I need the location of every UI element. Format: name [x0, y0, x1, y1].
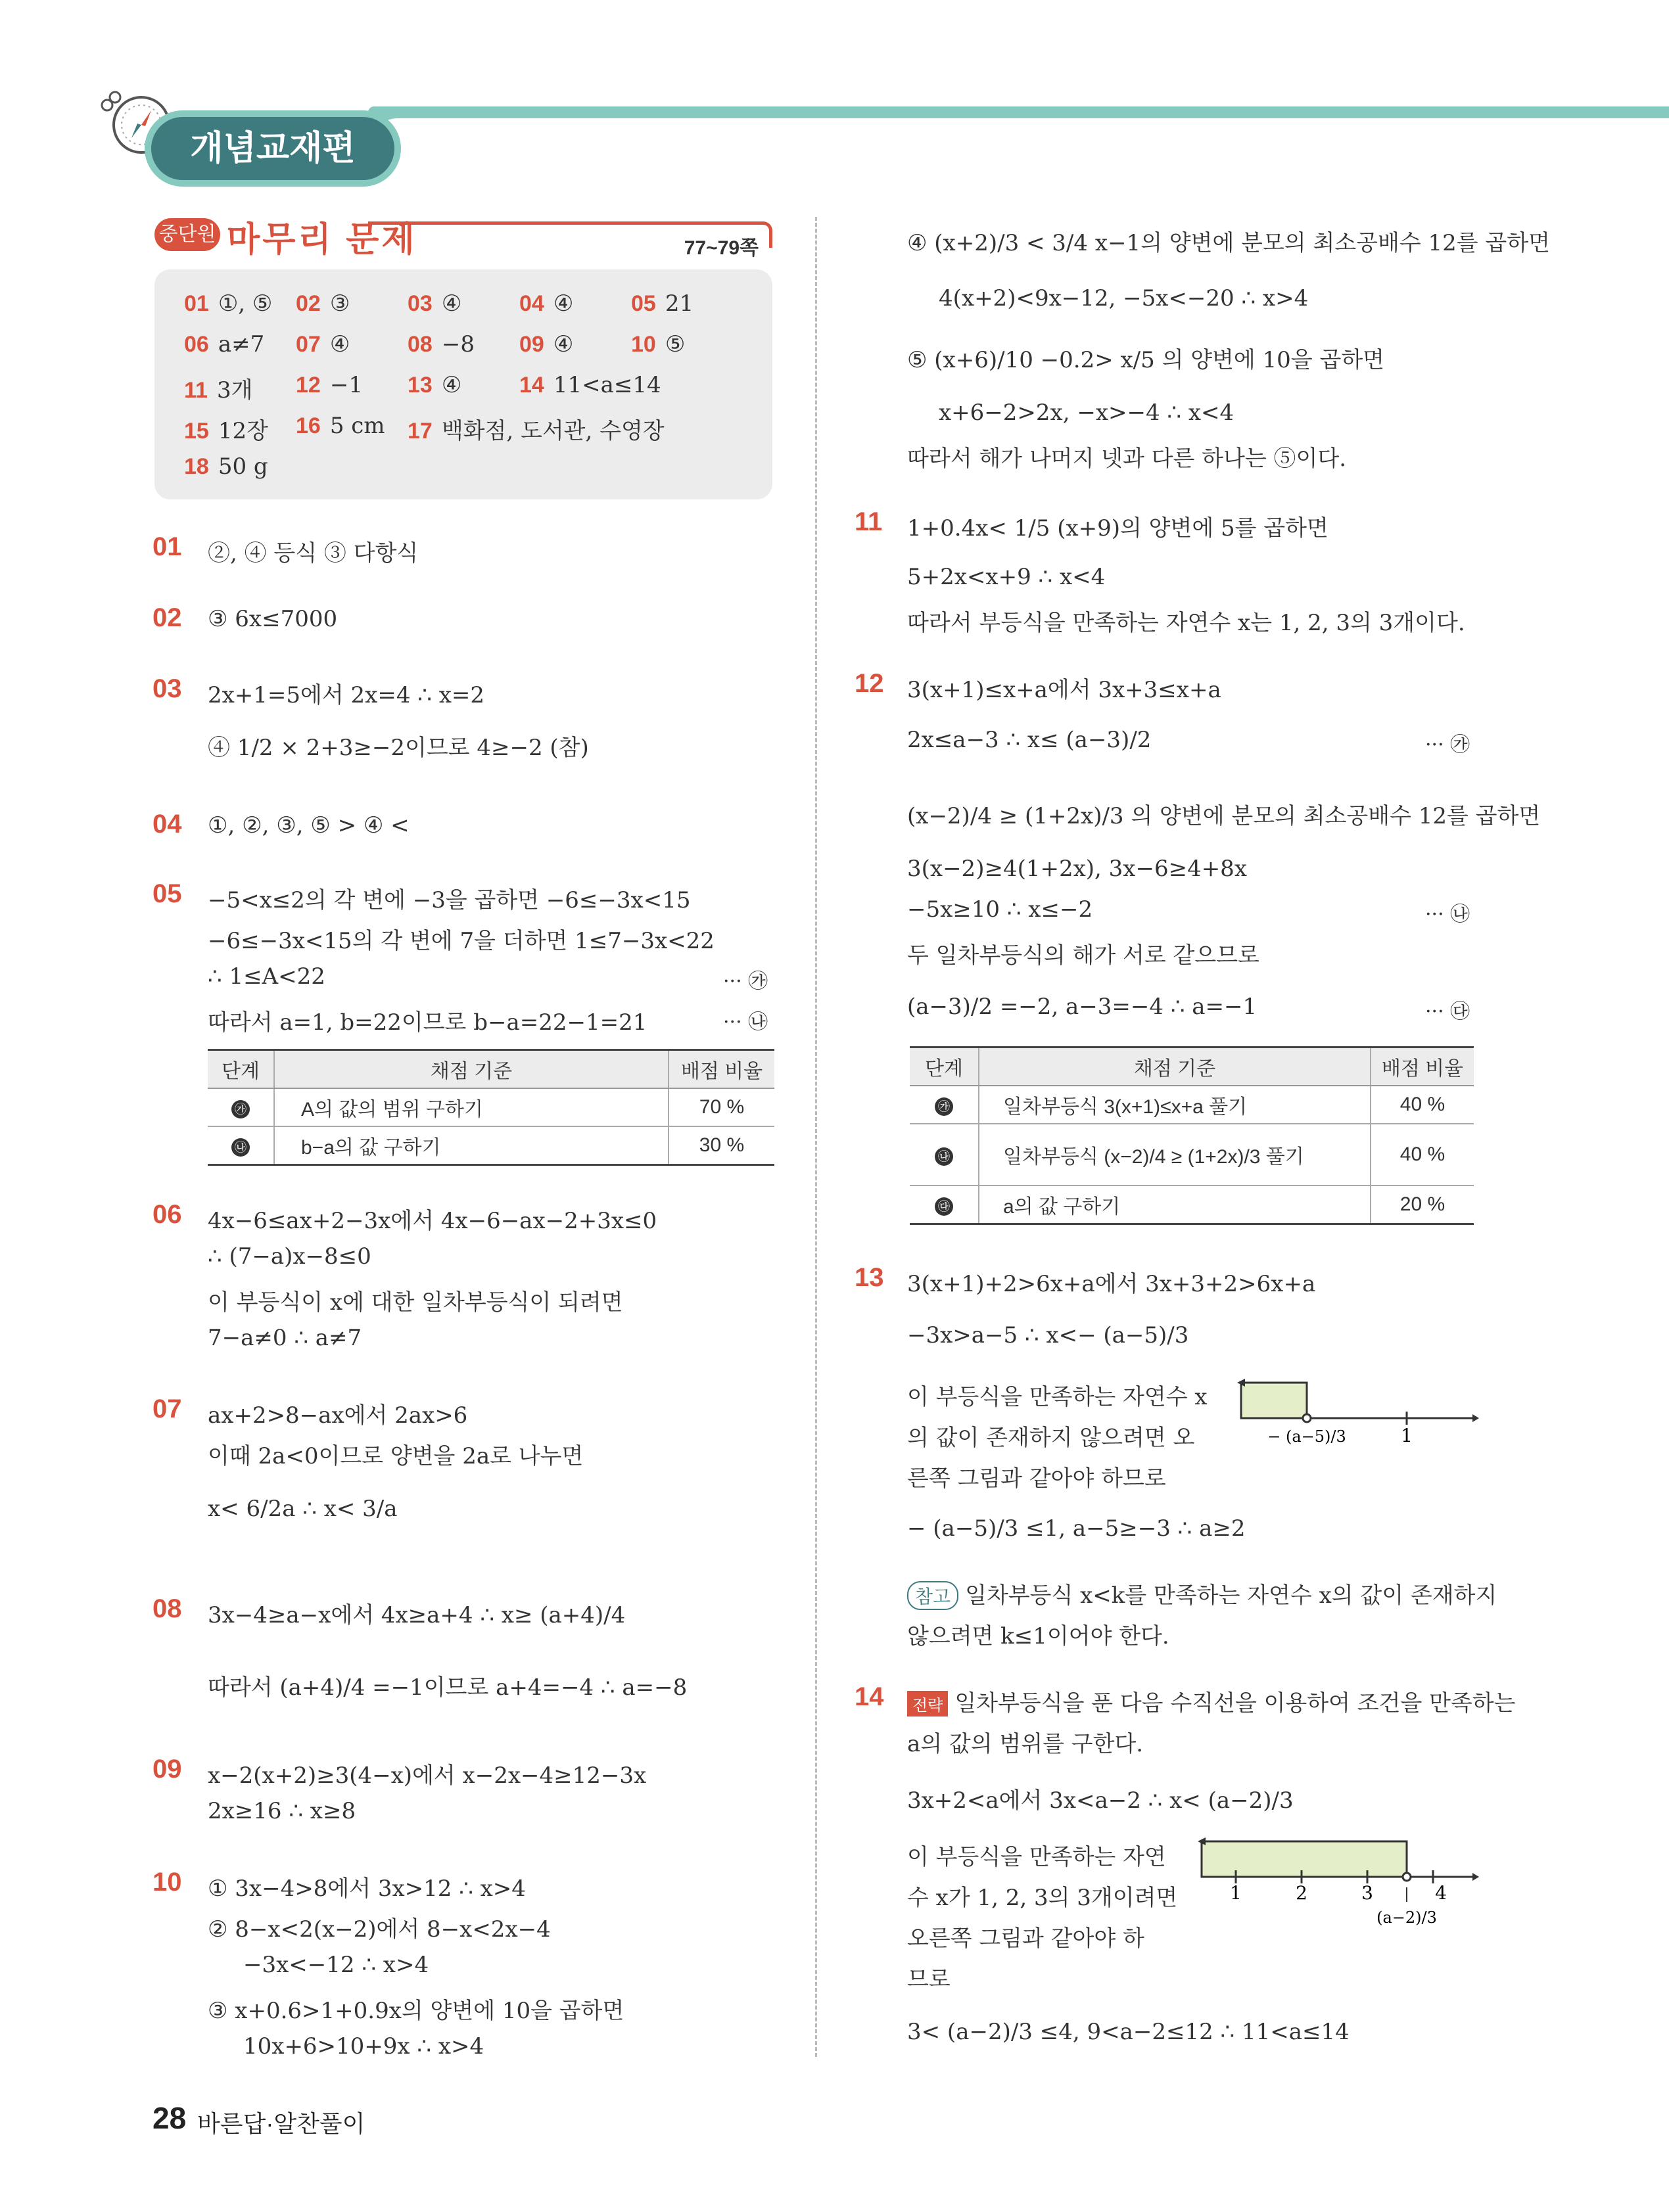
table-cell: b−a의 값 구하기 [274, 1126, 669, 1165]
table-row [208, 1126, 774, 1165]
solution-line: ∴ (7−a)x−8≤0 [208, 1243, 371, 1270]
solution-line: ③ 6x≤7000 [208, 606, 338, 632]
table-row [208, 1088, 774, 1126]
solution-line: 5+2x<x+9 ∴ x<4 [907, 564, 1106, 590]
solution-line: 따라서 a=1, b=22이므로 b−a=22−1=21 [208, 1009, 647, 1036]
solution-line: x< 6/2a ∴ x< 3/a [208, 1496, 398, 1522]
solution-line: x+6−2>2x, −x>−4 ∴ x<4 [939, 400, 1234, 426]
note-line: 않으려면 k≤1이어야 한다. [907, 1623, 1169, 1649]
solution-line: 3< (a−2)/3 ≤4, 9<a−2≤12 ∴ 11<a≤14 [907, 2019, 1350, 2045]
answer-item: 12 −1 [296, 372, 363, 398]
arrow-head [1472, 1414, 1479, 1422]
answer-item: 05 21 [631, 290, 694, 317]
page-number: 28 [153, 2101, 187, 2135]
note-tag: 참고 [907, 1581, 958, 1610]
answer-item: 01 ①, ⑤ [184, 290, 273, 317]
solution-line: ③ x+0.6>1+0.9x의 양변에 10을 곱하면 [208, 1998, 624, 2024]
answer-item: 07 ④ [296, 331, 350, 357]
table-header: 단계 [910, 1048, 979, 1086]
table-cell: 40 % [1371, 1124, 1474, 1186]
strategy-text: 일차부등식을 푼 다음 수직선을 이용하여 조건을 만족하는 [954, 1690, 1516, 1717]
answer-item: 16 5 cm [296, 413, 385, 439]
section-pages: 77~79쪽 [684, 237, 759, 259]
solution-line: 2x+1=5에서 2x=4 ∴ x=2 [208, 682, 485, 708]
scoring-table [910, 1046, 1474, 1225]
step-badge: ㉯ [935, 1147, 953, 1166]
step-marker: ··· ㉰ [1425, 1000, 1470, 1023]
chapter-tab: 개념교재편 [151, 117, 394, 180]
tick-label: 2 [1296, 1882, 1307, 1904]
solution-line: 이 부등식을 만족하는 자연 [907, 1844, 1166, 1870]
table-header: 채점 기준 [274, 1050, 669, 1089]
step-badge: ㉰ [935, 1197, 953, 1216]
solution-line: 의 값이 존재하지 않으려면 오 [907, 1425, 1195, 1451]
problem-number: 11 [855, 507, 883, 536]
problem-number: 05 [153, 879, 182, 908]
step-badge: ㉯ [231, 1138, 250, 1157]
step-badge: ㉮ [231, 1100, 250, 1118]
endpoint-label: (a−2)/3 [1376, 1908, 1437, 1927]
table-cell: 일차부등식 3(x+1)≤x+a 풀기 [979, 1086, 1371, 1124]
solution-line: 두 일차부등식의 해가 서로 같으므로 [907, 942, 1259, 969]
answer-item: 10 ⑤ [631, 331, 686, 357]
table-header: 채점 기준 [979, 1048, 1371, 1086]
problem-number: 08 [153, 1594, 182, 1623]
solution-line: ∴ 1≤A<22 [208, 963, 325, 990]
solution-line: −5<x≤2의 각 변에 −3을 곱하면 −6≤−3x<15 [208, 887, 691, 913]
problem-number: 14 [855, 1682, 884, 1711]
answer-item: 04 ④ [519, 290, 574, 317]
problem-number: 12 [855, 669, 884, 698]
solution-line: x−2(x+2)≥3(4−x)에서 x−2x−4≥12−3x [208, 1763, 647, 1789]
endpoint-open [1403, 1873, 1411, 1881]
problem-number: 04 [153, 810, 182, 839]
solution-line: 이때 2a<0이므로 양변을 2a로 나누면 [208, 1443, 584, 1469]
solution-line: ② 8−x<2(x−2)에서 8−x<2x−4 [208, 1916, 551, 1943]
solution-region [1202, 1841, 1407, 1877]
problem-number: 09 [153, 1755, 182, 1784]
problem-number: 06 [153, 1200, 182, 1229]
table-cell: 40 % [1371, 1086, 1474, 1124]
solution-line: −6≤−3x<15의 각 변에 7을 더하면 1≤7−3x<22 [208, 928, 715, 954]
solution-line: 4x−6≤ax+2−3x에서 4x−6−ax−2+3x≤0 [208, 1208, 657, 1234]
solution-line: ax+2>8−ax에서 2ax>6 [208, 1402, 468, 1429]
solution-line: 따라서 부등식을 만족하는 자연수 x는 1, 2, 3의 3개이다. [907, 610, 1465, 636]
solution-line: ①, ②, ③, ⑤ > ④ < [208, 812, 410, 839]
solution-line: 3(x+1)≤x+a에서 3x+3≤x+a [907, 677, 1221, 703]
solution-line: −3x>a−5 ∴ x<− (a−5)/3 [907, 1322, 1189, 1348]
answer-item: 06 a≠7 [184, 331, 265, 357]
table-cell: 70 % [669, 1088, 774, 1126]
problem-number: 01 [153, 532, 182, 561]
table-cell: 일차부등식 (x−2)/4 ≥ (1+2x)/3 풀기 [979, 1124, 1371, 1186]
endpoint-label: − (a−5)/3 [1267, 1427, 1346, 1446]
answer-item: 03 ④ [408, 290, 462, 317]
solution-line: 2x≤a−3 ∴ x≤ (a−3)/2 [907, 727, 1152, 753]
problem-number: 13 [855, 1263, 884, 1292]
arrow-head [1472, 1873, 1479, 1881]
solution-line: 이 부등식을 만족하는 자연수 x [907, 1384, 1208, 1410]
step-marker: ··· ㉯ [1425, 903, 1470, 926]
number-line-14 [1196, 1833, 1479, 1958]
strategy-line [907, 1685, 1515, 1717]
section-chip: 중단원 [154, 218, 220, 251]
solution-line: 7−a≠0 ∴ a≠7 [208, 1325, 362, 1351]
header-bar [368, 106, 1669, 118]
problem-number: 07 [153, 1394, 182, 1423]
section-title: 마무리 문제 [227, 221, 417, 259]
answer-item: 14 11<a≤14 [519, 372, 661, 398]
table-cell: 30 % [669, 1126, 774, 1165]
solution-line: 수 x가 1, 2, 3의 3개이려면 [907, 1885, 1178, 1911]
solution-line: 므로 [907, 1966, 951, 1993]
table-row [910, 1186, 1474, 1224]
table-cell: 20 % [1371, 1186, 1474, 1224]
step-badge: ㉮ [935, 1097, 953, 1116]
table-row [910, 1124, 1474, 1186]
tick-label: 4 [1435, 1882, 1447, 1904]
solution-line: −3x<−12 ∴ x>4 [243, 1952, 429, 1978]
problem-number: 02 [153, 603, 182, 632]
solution-line: 따라서 (a+4)/4 =−1이므로 a+4=−4 ∴ a=−8 [208, 1674, 688, 1701]
tick-label: 3 [1361, 1882, 1373, 1904]
step-marker: ··· ㉯ [723, 1011, 768, 1034]
step-marker: ··· ㉮ [723, 970, 768, 993]
solution-line: 4(x+2)<9x−12, −5x<−20 ∴ x>4 [939, 285, 1309, 311]
solution-line: 3x−4≥a−x에서 4x≥a+4 ∴ x≥ (a+4)/4 [208, 1602, 626, 1628]
solution-line: (x−2)/4 ≥ (1+2x)/3 의 양변에 분모의 최소공배수 12를 곱하면 [907, 803, 1541, 829]
strategy-tag: 전략 [907, 1691, 948, 1717]
solution-line: 오른쪽 그림과 같아야 하 [907, 1925, 1144, 1952]
solution-region [1241, 1383, 1307, 1418]
table-cell: a의 값 구하기 [979, 1186, 1371, 1224]
answer-item: 13 ④ [408, 372, 462, 398]
answer-item: 15 12장 [184, 418, 268, 444]
solution-line: 이 부등식이 x에 대한 일차부등식이 되려면 [208, 1289, 623, 1316]
table-header: 단계 [208, 1050, 274, 1089]
answer-item: 02 ③ [296, 290, 350, 317]
number-line-13 [1236, 1373, 1479, 1479]
solution-line: 1+0.4x< 1/5 (x+9)의 양변에 5를 곱하면 [907, 515, 1328, 541]
scoring-table [208, 1049, 774, 1166]
tick-label: 1 [1401, 1425, 1413, 1446]
solution-line: ④ (x+2)/3 < 3/4 x−1의 양변에 분모의 최소공배수 12를 곱하면 [907, 230, 1550, 256]
solution-line: 10x+6>10+9x ∴ x>4 [243, 2033, 484, 2060]
solution-line: a의 값의 범위를 구한다. [907, 1731, 1144, 1757]
solution-line: −5x≥10 ∴ x≤−2 [907, 896, 1093, 923]
solution-line: 른쪽 그림과 같아야 하므로 [907, 1465, 1166, 1492]
book-title: 바른답·알찬풀이 [197, 2110, 365, 2137]
table-row [910, 1086, 1474, 1124]
answer-item: 18 50 g [184, 453, 268, 480]
solution-line: 2x≥16 ∴ x≥8 [208, 1798, 356, 1824]
solution-line: ②, ④ 등식 ③ 다항식 [208, 540, 419, 566]
endpoint-open [1303, 1414, 1311, 1422]
solution-line: 3(x−2)≥4(1+2x), 3x−6≥4+8x [907, 856, 1247, 882]
solution-line: 따라서 해가 나머지 넷과 다른 하나는 ⑤이다. [907, 446, 1346, 472]
solution-line: − (a−5)/3 ≤1, a−5≥−3 ∴ a≥2 [907, 1515, 1246, 1542]
solution-line: 3x+2<a에서 3x<a−2 ∴ x< (a−2)/3 [907, 1787, 1294, 1814]
table-header: 배점 비율 [1371, 1048, 1474, 1086]
answer-item: 09 ④ [519, 331, 574, 357]
table-cell: A의 값의 범위 구하기 [274, 1088, 669, 1126]
problem-number: 10 [153, 1868, 182, 1897]
solution-line: ⑤ (x+6)/10 −0.2> x/5 의 양변에 10을 곱하면 [907, 347, 1385, 373]
column-divider [815, 217, 817, 2057]
tick-label: 1 [1230, 1882, 1242, 1904]
solution-line: (a−3)/2 =−2, a−3=−4 ∴ a=−1 [907, 994, 1258, 1020]
answer-item: 11 3개 [184, 377, 253, 403]
problem-number: 03 [153, 674, 182, 703]
step-marker: ··· ㉮ [1425, 733, 1470, 756]
answer-item: 08 −8 [408, 331, 475, 357]
table-header: 배점 비율 [669, 1050, 774, 1089]
note-text: 일차부등식 x<k를 만족하는 자연수 x의 값이 존재하지 [965, 1582, 1497, 1609]
answer-item: 17 백화점, 도서관, 수영장 [408, 418, 665, 444]
note-line [907, 1577, 1497, 1610]
solution-line: ① 3x−4>8에서 3x>12 ∴ x>4 [208, 1876, 526, 1902]
solution-line: 3(x+1)+2>6x+a에서 3x+3+2>6x+a [907, 1271, 1316, 1297]
solution-line: ④ 1/2 × 2+3≥−2이므로 4≥−2 (참) [208, 735, 589, 761]
